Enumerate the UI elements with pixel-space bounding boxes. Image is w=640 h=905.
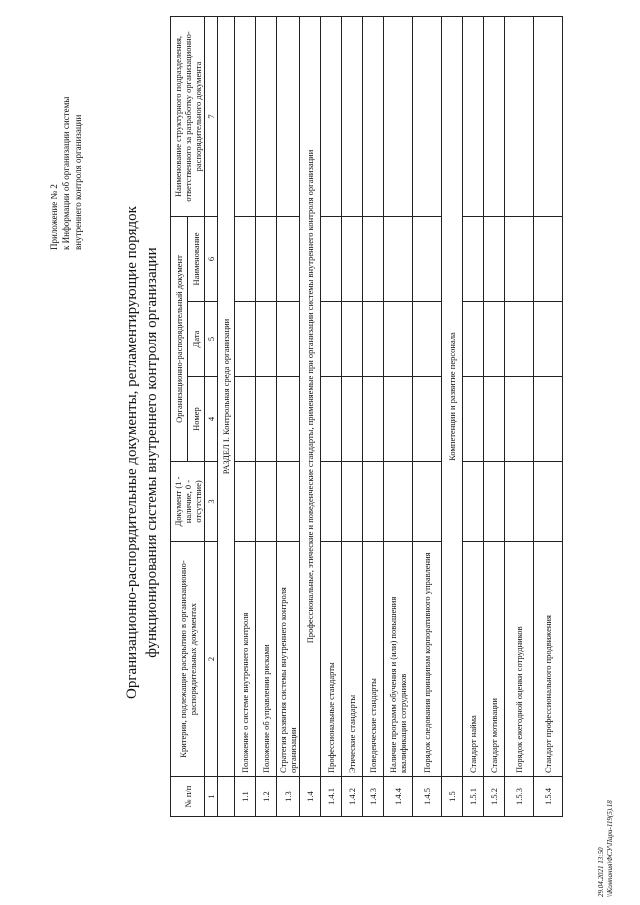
header-date: Дата	[188, 302, 205, 377]
table-row	[442, 16, 463, 816]
row-heading: Профессиональные, этические и поведенческие стандарты, применяемые при организации системы внутреннего контроля организации	[300, 16, 321, 776]
row-criterion: Положение о системе внутреннего контроля	[235, 542, 256, 777]
header-number: Номер	[188, 377, 205, 462]
row-number: 1.4.5	[413, 777, 442, 817]
column-number: 6	[205, 216, 218, 301]
header-document: Документ (1 - наличие, 0 - отсутствие)	[171, 462, 205, 542]
header-ord-document: Организационно-распорядительный документ	[171, 216, 188, 461]
column-number: 7	[205, 16, 218, 216]
print-file-path: \\Компания\ФСУ\Пари-119(5).18	[606, 800, 614, 897]
table-row	[384, 16, 413, 816]
row-number: 1.5.4	[534, 777, 563, 817]
row-number: 1.5.2	[484, 777, 505, 817]
row-criterion: Стратегия развития системы внутреннего контроля организации	[277, 542, 300, 777]
row-number: 1.5.3	[505, 777, 534, 817]
table-row	[235, 16, 256, 816]
row-criterion: Профессиональные стандарты	[321, 542, 342, 777]
appendix-block	[48, 20, 84, 250]
row-number: 1.5.1	[463, 777, 484, 817]
row-heading: Компетенции и развитие персонала	[442, 16, 463, 776]
table-row	[534, 16, 563, 816]
row-number: 1.3	[277, 777, 300, 817]
column-number: 1	[205, 777, 218, 817]
header-num: № п/п	[171, 777, 205, 817]
row-number: 1.4.3	[363, 777, 384, 817]
row-number: 1.4.1	[321, 777, 342, 817]
table-row	[363, 16, 384, 816]
section-title: РАЗДЕЛ I. Контрольная среда организации	[218, 16, 235, 776]
row-criterion: Стандарт профессионального продвижения	[534, 542, 563, 777]
table-row	[277, 16, 300, 816]
row-criterion: Наличие программ обучения и (или) повышения квалификации сотрудников	[384, 542, 413, 777]
document-title-line-1: Организационно-распорядительные документы, регламентирующие порядок	[124, 206, 140, 699]
column-number: 2	[205, 542, 218, 777]
row-criterion: Порядок следования принципам корпоративного управления	[413, 542, 442, 777]
row-number: 1.4.2	[342, 777, 363, 817]
documents-table	[170, 16, 563, 817]
column-number: 3	[205, 462, 218, 542]
row-criterion: Поведенческие стандарты	[363, 542, 384, 777]
row-criterion: Этические стандарты	[342, 542, 363, 777]
row-number: 1.4.4	[384, 777, 413, 817]
table-row	[342, 16, 363, 816]
header-name: Наименование	[188, 216, 205, 301]
print-stamp	[597, 800, 615, 897]
table-row	[413, 16, 442, 816]
row-criterion: Стандарт найма	[463, 542, 484, 777]
column-number: 4	[205, 377, 218, 462]
appendix-line-2: к Информации об организации системы	[61, 96, 71, 250]
table-row	[321, 16, 342, 816]
table-row	[484, 16, 505, 816]
table-row	[300, 16, 321, 816]
section-row	[218, 16, 235, 816]
row-number: 1.4	[300, 777, 321, 817]
row-criterion: Стандарт мотивации	[484, 542, 505, 777]
row-criterion: Положение об управлении рисками	[256, 542, 277, 777]
document-title-line-2: функционирования системы внутреннего контроля организации	[144, 247, 160, 658]
column-numbers-row	[205, 16, 218, 816]
row-number: 1.2	[256, 777, 277, 817]
appendix-line-1: Приложение № 2	[49, 184, 59, 250]
column-number: 5	[205, 302, 218, 377]
row-criterion: Порядок ежегодной оценки сотрудников	[505, 542, 534, 777]
row-number: 1.1	[235, 777, 256, 817]
table-row	[463, 16, 484, 816]
table-row	[256, 16, 277, 816]
table-row	[505, 16, 534, 816]
print-timestamp: 29.04.2021 13:50	[597, 847, 605, 897]
appendix-line-3: внутреннего контроля организации	[73, 114, 83, 250]
header-responsible-unit: Наименование структурного подразделения, ответственного за разработку организационно-распорядительного документа	[171, 16, 205, 216]
row-number: 1.5	[442, 777, 463, 817]
header-criteria: Критерии, подлежащие раскрытию в организационно-распорядительных документах	[171, 542, 205, 777]
